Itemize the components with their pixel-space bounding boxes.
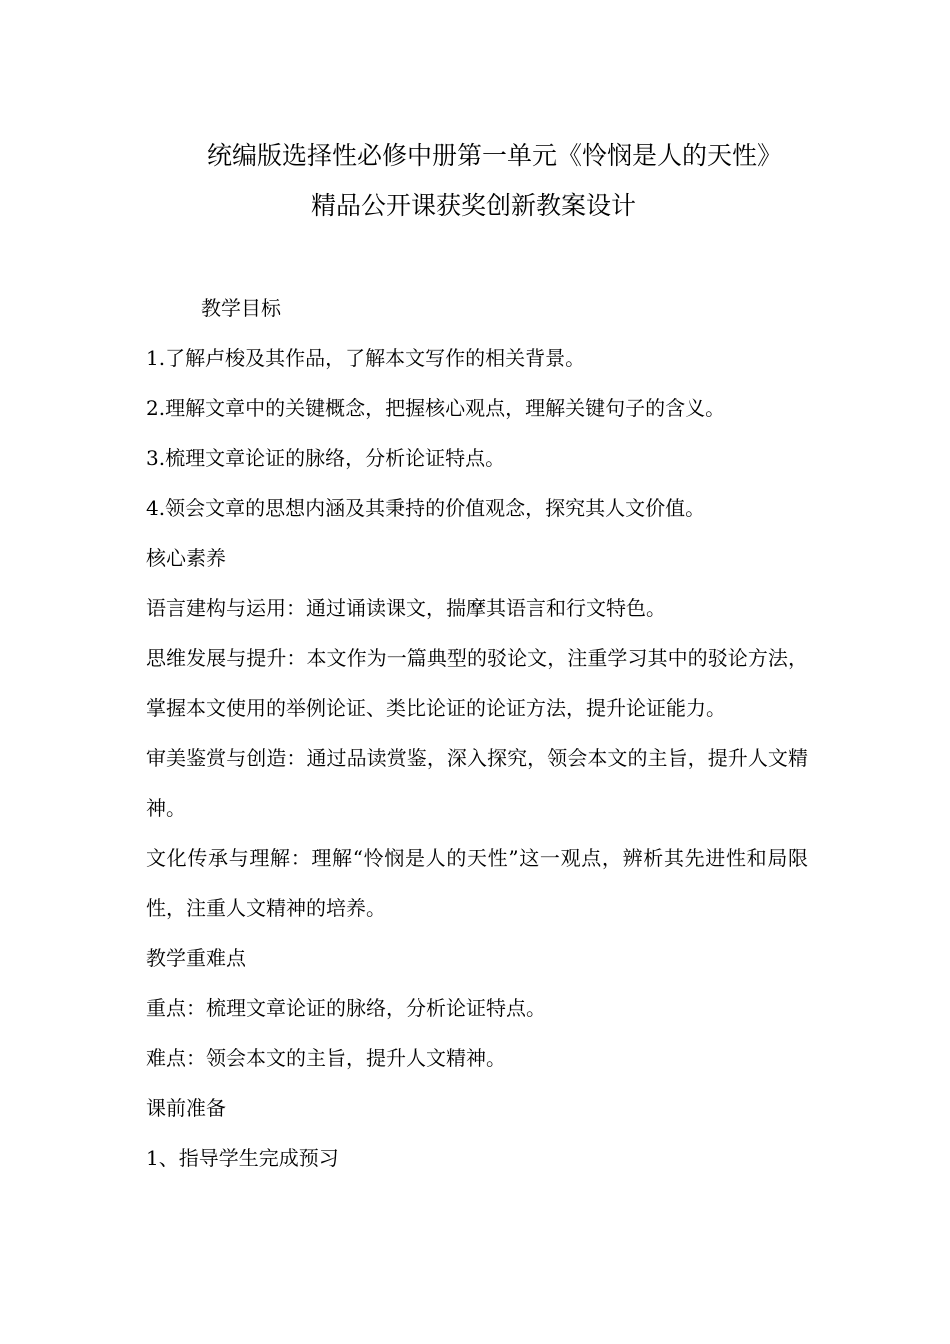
section-heading-key-difficult-points: 教学重难点 (146, 946, 246, 970)
objective-item-2: 2.理解文章中的关键概念，把握核心观点，理解关键句子的含义。 (146, 396, 726, 420)
difficult-point: 难点：领会本文的主旨，提升人文精神。 (146, 1046, 506, 1070)
document-title-line-2: 精品公开课获奖创新教案设计 (311, 191, 637, 220)
preparation-item-1: 1、指导学生完成预习 (146, 1146, 339, 1170)
objective-item-3: 3.梳理文章论证的脉络，分析论证特点。 (146, 446, 506, 470)
section-heading-preparation: 课前准备 (146, 1096, 226, 1120)
literacy-language: 语言建构与运用：通过诵读课文，揣摩其语言和行文特色。 (146, 596, 666, 620)
section-heading-core-literacy: 核心素养 (146, 546, 226, 570)
literacy-thinking: 思维发展与提升：本文作为一篇典型的驳论文，注重学习其中的驳论方法，掌握本文使用的举例论证、类比论证的论证方法，提升论证能力。 (146, 646, 808, 720)
key-point: 重点：梳理文章论证的脉络，分析论证特点。 (146, 996, 546, 1020)
literacy-culture: 文化传承与理解：理解“怜悯是人的天性”这一观点，辨析其先进性和局限性，注重人文精神的培养。 (146, 846, 808, 920)
document-body (146, 283, 808, 1183)
literacy-aesthetics: 审美鉴赏与创造：通过品读赏鉴，深入探究，领会本文的主旨，提升人文精神。 (146, 746, 808, 820)
document-title-line-1: 统编版选择性必修中册第一单元《怜悯是人的天性》 (207, 141, 783, 170)
objective-item-1: 1.了解卢梭及其作品，了解本文写作的相关背景。 (146, 346, 586, 370)
objective-item-4: 4.领会文章的思想内涵及其秉持的价值观念，探究其人文价值。 (146, 496, 706, 520)
section-heading-teaching-objectives: 教学目标 (201, 296, 281, 320)
